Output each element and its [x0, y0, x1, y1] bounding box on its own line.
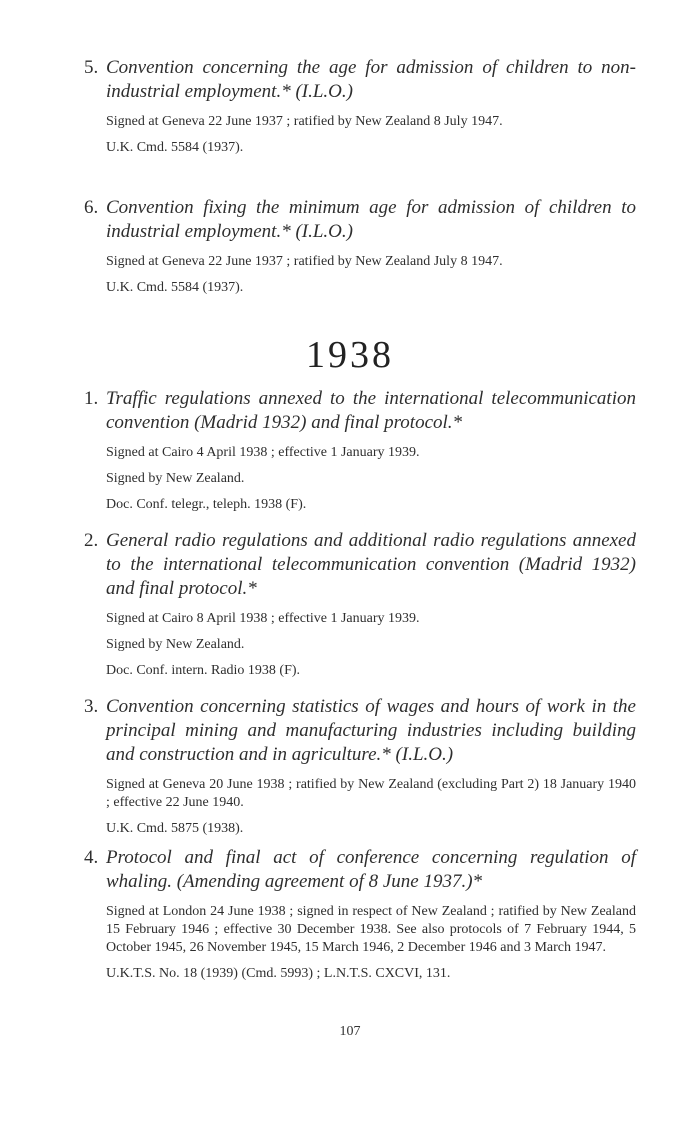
treaty-entry — [84, 387, 636, 514]
treaty-entry — [84, 695, 636, 838]
entry-title: Protocol and final act of conference concerning regulation of whaling. (Amending agreement of 8 June 1937.)* — [106, 847, 636, 892]
entry-heading — [84, 387, 636, 435]
page-number: 107 — [339, 1024, 361, 1039]
treaty-entry — [84, 529, 636, 680]
entry-signature-line: Signed at Geneva 22 June 1937 ; ratified by New Zealand 8 July 1947. — [106, 114, 503, 129]
treaty-entry — [84, 846, 636, 983]
entry-reference-line: U.K. Cmd. 5584 (1937). — [106, 280, 244, 295]
entry-heading — [84, 56, 636, 104]
entry-reference-line: Doc. Conf. intern. Radio 1938 (F). — [106, 663, 301, 678]
entry-reference-line: U.K. Cmd. 5875 (1938). — [106, 821, 244, 836]
entry-reference-line: U.K. Cmd. 5584 (1937). — [106, 140, 244, 155]
entry-number: 4. — [84, 847, 99, 868]
entry-signature-line: Signed at Cairo 8 April 1938 ; effective 1 January 1939. — [106, 611, 420, 626]
entry-number: 1. — [84, 388, 99, 409]
entry-title: General radio regulations and additional radio regulations annexed to the international telecommunication convention (Madrid 1932) and final protocol.* — [106, 530, 636, 599]
entry-number: 3. — [84, 696, 99, 717]
entry-signatory-line: Signed by New Zealand. — [106, 637, 245, 652]
entry-heading — [84, 695, 636, 767]
entry-heading — [84, 529, 636, 601]
entry-title: Convention concerning statistics of wages and hours of work in the principal mining and manufacturing industries including building and construction and in agriculture.* (I.L.O.) — [106, 696, 636, 765]
entry-reference-line: Doc. Conf. telegr., teleph. 1938 (F). — [106, 497, 307, 512]
entry-heading — [84, 846, 636, 894]
entry-signature-line: Signed at London 24 June 1938 ; signed in respect of New Zealand ; ratified by New Zealand 15 February 1946 ; effective 30 December 1938. See also protocols of 7 February 1944, 5 October 1945, 26 November 1945, 15 March 1946, 2 December 1946 and 3 March 1947. — [106, 904, 636, 955]
entry-signature-line: Signed at Geneva 22 June 1937 ; ratified by New Zealand July 8 1947. — [106, 254, 503, 269]
entry-heading — [84, 196, 636, 244]
entry-reference-line: U.K.T.S. No. 18 (1939) (Cmd. 5993) ; L.N.T.S. CXCVI, 131. — [106, 966, 451, 981]
entry-title: Traffic regulations annexed to the international telecommunication convention (Madrid 1932) and final protocol.* — [106, 388, 636, 433]
year-heading: 1938 — [306, 334, 394, 376]
entry-title: Convention concerning the age for admission of children to non-industrial employment.* (I.L.O.) — [106, 57, 636, 102]
entry-title: Convention fixing the minimum age for admission of children to industrial employment.* (I.L.O.) — [106, 197, 636, 242]
entry-number: 6. — [84, 197, 99, 218]
entry-number: 2. — [84, 530, 99, 551]
entry-number: 5. — [84, 57, 99, 78]
treaty-entry — [84, 56, 636, 157]
treaty-entry — [84, 196, 636, 297]
entry-signature-line: Signed at Cairo 4 April 1938 ; effective 1 January 1939. — [106, 445, 420, 460]
entry-signature-line: Signed at Geneva 20 June 1938 ; ratified by New Zealand (excluding Part 2) 18 January 1940 ; effective 22 June 1940. — [106, 777, 636, 810]
entry-signatory-line: Signed by New Zealand. — [106, 471, 245, 486]
